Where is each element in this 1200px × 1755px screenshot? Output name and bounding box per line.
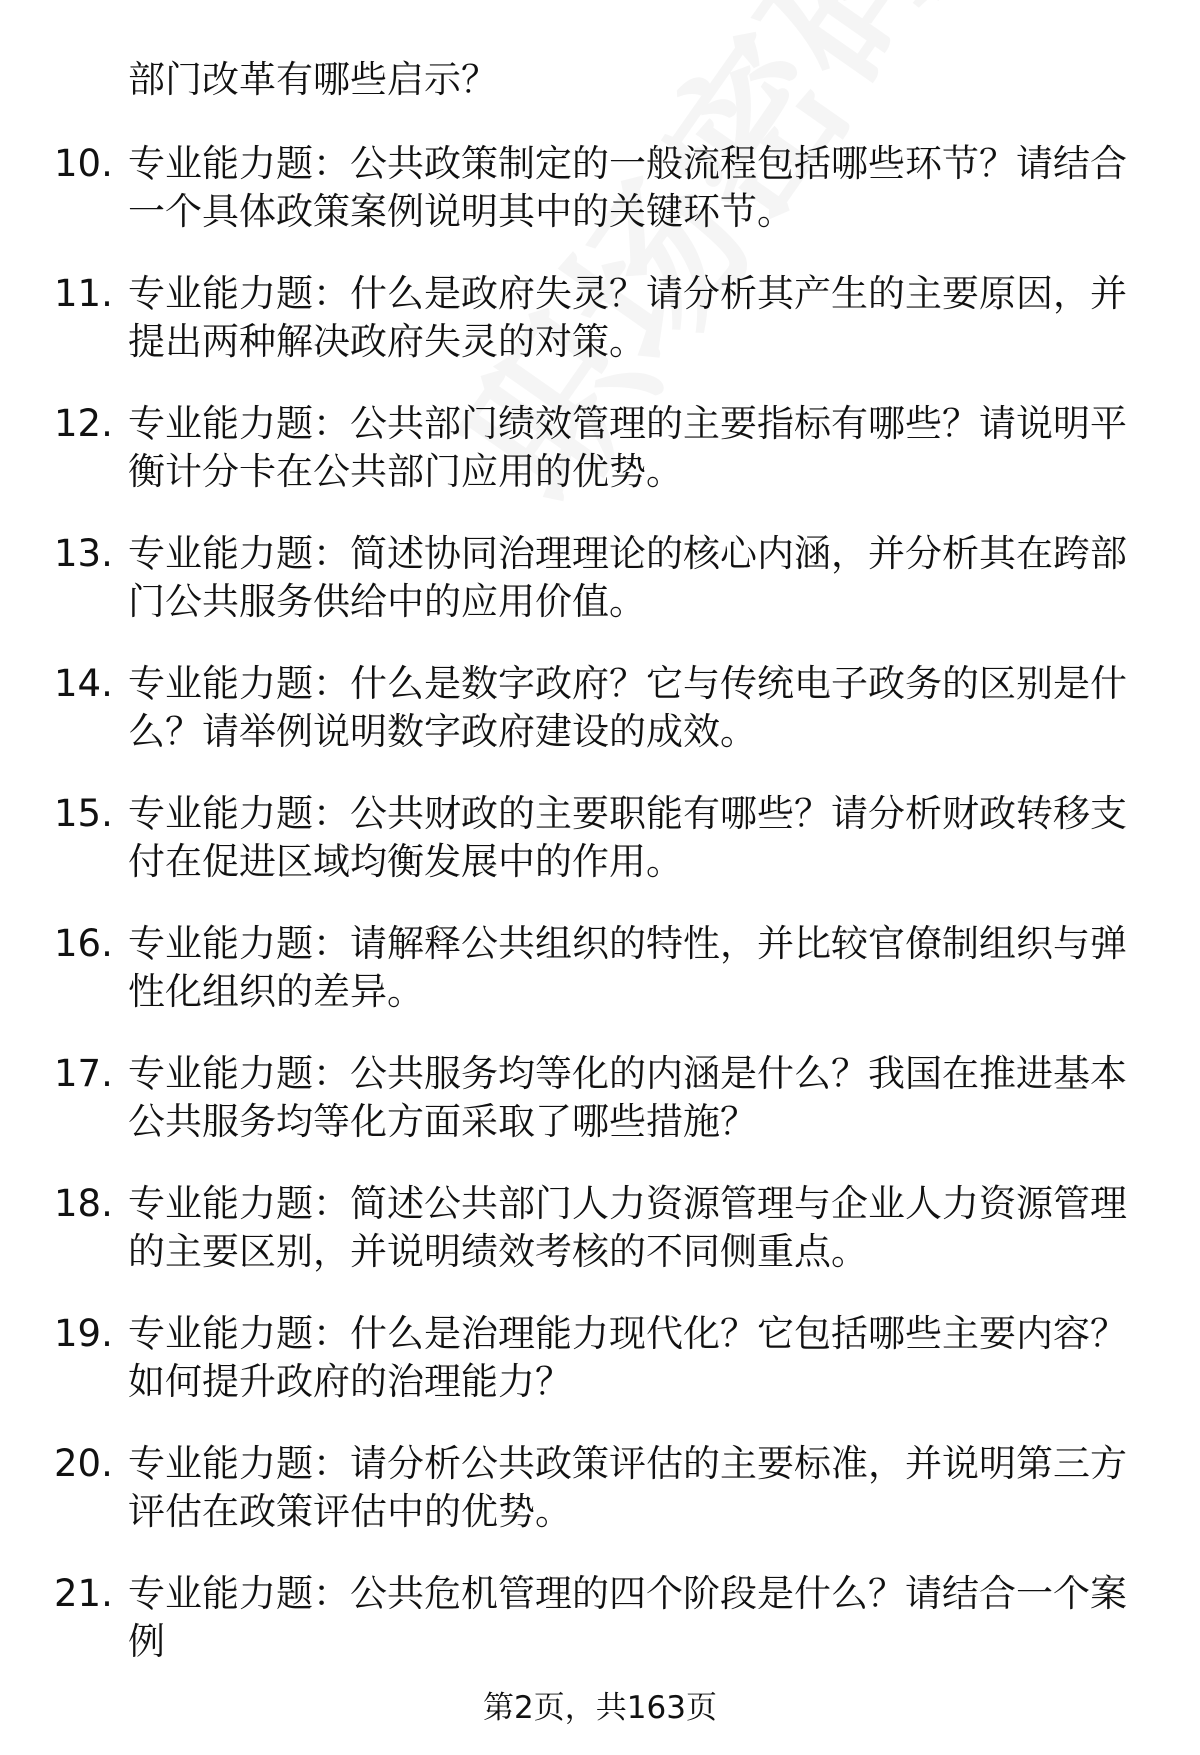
question-item (0, 1440, 1200, 1570)
question-number: 17. (54, 1052, 113, 1095)
question-list (0, 140, 1200, 1700)
question-item (0, 1310, 1200, 1440)
question-number: 21. (54, 1572, 113, 1615)
question-number: 20. (54, 1442, 113, 1485)
question-text: 专业能力题：什么是治理能力现代化？它包括哪些主要内容？如何提升政府的治理能力？ (128, 1312, 1127, 1403)
question-text: 专业能力题：什么是政府失灵？请分析其产生的主要原因，并提出两种解决政府失灵的对策。 (128, 272, 1127, 363)
question-number: 12. (54, 402, 113, 445)
question-item (0, 920, 1200, 1050)
question-text: 专业能力题：公共政策制定的一般流程包括哪些环节？请结合一个具体政策案例说明其中的关键环节。 (128, 142, 1127, 233)
question-item (0, 530, 1200, 660)
question-number: 14. (54, 662, 113, 705)
question-item (0, 1050, 1200, 1180)
question-text: 专业能力题：公共危机管理的四个阶段是什么？请结合一个案例 (128, 1572, 1127, 1663)
question-item (0, 1180, 1200, 1310)
question-text: 专业能力题：请解释公共组织的特性，并比较官僚制组织与弹性化组织的差异。 (128, 922, 1127, 1013)
question-number: 15. (54, 792, 113, 835)
previous-question-continuation: 部门改革有哪些启示？ (128, 58, 498, 101)
question-text: 专业能力题：公共部门绩效管理的主要指标有哪些？请说明平衡计分卡在公共部门应用的优势。 (128, 402, 1127, 493)
question-number: 16. (54, 922, 113, 965)
question-item (0, 140, 1200, 270)
question-text: 专业能力题：请分析公共政策评估的主要标准，并说明第三方评估在政策评估中的优势。 (128, 1442, 1127, 1533)
question-item (0, 1570, 1200, 1700)
question-item (0, 660, 1200, 790)
question-text: 专业能力题：公共服务均等化的内涵是什么？我国在推进基本公共服务均等化方面采取了哪些措施？ (128, 1052, 1127, 1143)
question-item (0, 790, 1200, 920)
question-text: 专业能力题：简述公共部门人力资源管理与企业人力资源管理的主要区别，并说明绩效考核的不同侧重点。 (128, 1182, 1127, 1273)
question-text: 专业能力题：什么是数字政府？它与传统电子政务的区别是什么？请举例说明数字政府建设的成效。 (128, 662, 1127, 753)
question-text: 专业能力题：简述协同治理理论的核心内涵，并分析其在跨部门公共服务供给中的应用价值。 (128, 532, 1127, 623)
question-number: 18. (54, 1182, 113, 1225)
question-text: 专业能力题：公共财政的主要职能有哪些？请分析财政转移支付在促进区域均衡发展中的作用。 (128, 792, 1127, 883)
question-item (0, 270, 1200, 400)
page-footer: 第2页，共163页 (483, 1690, 717, 1726)
question-number: 19. (54, 1312, 113, 1355)
question-number: 11. (54, 272, 113, 315)
question-number: 10. (54, 142, 113, 185)
question-item (0, 400, 1200, 530)
question-number: 13. (54, 532, 113, 575)
